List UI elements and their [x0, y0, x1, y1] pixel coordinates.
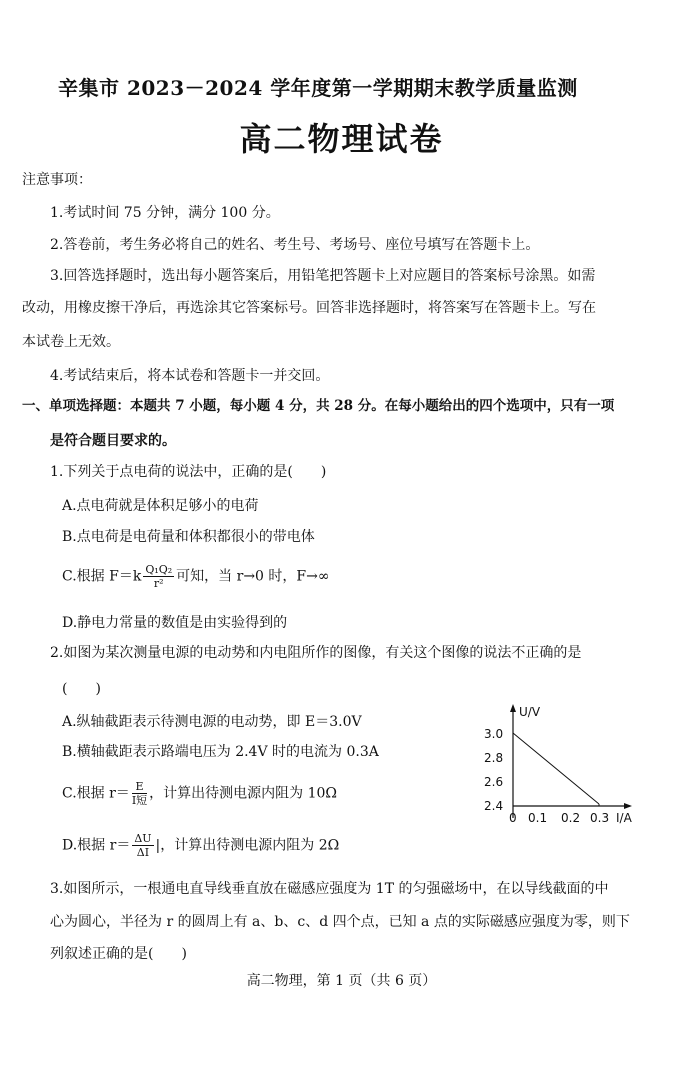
- fraction-numerator: E: [132, 780, 147, 794]
- question-2-option-d-suffix: |，计算出待测电源内阻为 2Ω: [155, 837, 340, 854]
- y-tick-2.4: 2.4: [484, 799, 504, 813]
- notice-item-3-line3: 本试卷上无效。: [22, 334, 120, 350]
- question-1-option-c-prefix: C.根据 F＝k: [62, 568, 142, 585]
- question-3-line2: 心为圆心，半径为 r 的圆周上有 a、b、c、d 四个点，已知 a 点的实际磁感应强度为零，则下: [50, 914, 630, 930]
- y-axis-arrow: [510, 704, 516, 712]
- question-3-line3: 列叙述正确的是( ): [50, 946, 187, 962]
- x-axis-arrow: [624, 803, 632, 809]
- question-2-option-c-suffix: ，计算出待测电源内阻为 10Ω: [149, 785, 338, 802]
- fraction-numerator: Q₁Q₂: [145, 563, 173, 576]
- question-2-option-b: B.横轴截距表示路端电压为 2.4V 时的电流为 0.3A: [62, 744, 379, 760]
- question-1-stem: 1.下列关于点电荷的说法中，正确的是( ): [50, 464, 327, 480]
- exam-subject-title: 高二物理试卷: [239, 120, 444, 158]
- question-2-option-c-prefix: C.根据 r＝: [62, 785, 130, 802]
- y-axis-label: U/V: [519, 705, 541, 719]
- question-1-option-c-suffix: 可知，当 r→0 时，F→∞: [176, 568, 330, 585]
- resistance-formula-fraction: [132, 780, 147, 807]
- fraction-denominator: ΔI: [136, 846, 150, 859]
- notice-item-2: 2.答卷前，考生务必将自己的姓名、考生号、考场号、座位号填写在答题卡上。: [50, 237, 540, 253]
- fraction-denominator: r²: [153, 577, 164, 590]
- question-2-option-d-prefix: D.根据 r＝: [62, 837, 131, 854]
- notice-item-3-line1: 3.回答选择题时，选出每小题答案后，用铅笔把答题卡上对应题目的答案标号涂黑。如需: [50, 268, 596, 284]
- notice-heading: 注意事项：: [22, 172, 92, 188]
- fraction-denominator: I短: [131, 794, 148, 807]
- question-1-option-a: A.点电荷就是体积足够小的电荷: [62, 498, 259, 514]
- x-axis-label: I/A: [616, 811, 632, 825]
- question-2-stem: 2.如图为某次测量电源的电动势和内电阻所作的图像，有关这个图像的说法不正确的是: [50, 645, 582, 661]
- y-tick-3.0: 3.0: [484, 727, 504, 741]
- question-3-line1: 3.如图所示，一根通电直导线垂直放在磁感应强度为 1T 的匀强磁场中，在以导线截面的中: [50, 881, 609, 897]
- y-tick-2.6: 2.6: [484, 775, 504, 789]
- section-1-instructions-line2: 是符合题目要求的。: [50, 433, 176, 449]
- u-i-graph: [470, 700, 650, 835]
- slope-formula-fraction: [132, 832, 153, 859]
- u-i-line: [513, 733, 599, 804]
- fraction-numerator: ΔU: [134, 832, 152, 845]
- coulomb-formula-fraction: [143, 563, 174, 590]
- exam-header-title: 辛集市 2023－2024 学年度第一学期期末教学质量监测: [58, 76, 578, 100]
- section-1-instructions-line1: 一、单项选择题：本题共 7 小题，每小题 4 分，共 28 分。在每小题给出的四个选项中，只有一项: [22, 398, 615, 414]
- notice-item-4: 4.考试结束后，将本试卷和答题卡一并交回。: [50, 368, 330, 384]
- x-tick-0.2: 0.2: [561, 811, 581, 825]
- page-footer: 高二物理，第 1 页（共 6 页）: [246, 973, 437, 989]
- question-1-option-c: [62, 563, 330, 590]
- y-tick-2.8: 2.8: [484, 751, 504, 765]
- x-tick-0.1: 0.1: [528, 811, 548, 825]
- question-2-option-c: [62, 780, 337, 807]
- x-tick-0: 0: [509, 811, 517, 825]
- question-2-option-d: [62, 832, 339, 859]
- x-tick-0.3: 0.3: [590, 811, 610, 825]
- question-1-option-b: B.点电荷是电荷量和体积都很小的带电体: [62, 529, 315, 545]
- question-2-answer-blank: ( ): [62, 681, 101, 697]
- notice-item-3-line2: 改动，用橡皮擦干净后，再选涂其它答案标号。回答非选择题时，将答案写在答题卡上。写在: [22, 300, 596, 316]
- notice-item-1: 1.考试时间 75 分钟，满分 100 分。: [50, 205, 280, 221]
- question-1-option-d: D.静电力常量的数值是由实验得到的: [62, 615, 288, 631]
- question-2-option-a: A.纵轴截距表示待测电源的电动势，即 E＝3.0V: [62, 714, 362, 730]
